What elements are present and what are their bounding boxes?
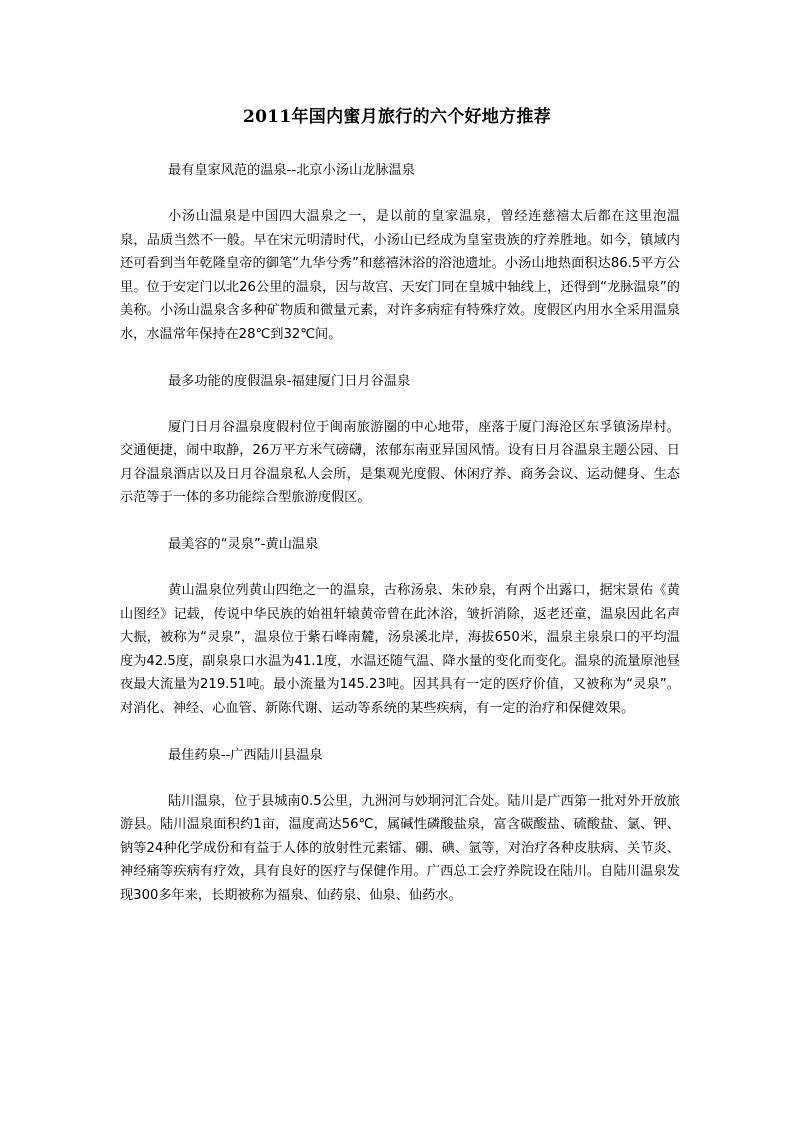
document-body	[120, 159, 680, 930]
section-heading: 最多功能的度假温泉-福建厦门日月谷温泉	[168, 373, 411, 389]
document-title: 2011年国内蜜月旅行的六个好地方推荐	[242, 107, 551, 127]
section-paragraph: 黄山温泉位列黄山四绝之一的温泉，古称汤泉、朱砂泉，有两个出露口，据宋景佑《黄山图经》记载，传说中华民族的始祖轩辕黄帝曾在此沐浴，皱折消除，返老还童，温泉因此名声大振，被称为“灵泉”，温泉位于紫石峰南麓，汤泉溪北岸，海拔650米，温泉主泉泉口的平均温度为42.5度，副泉泉口水温为41.1度，水温还随气温、降水量的变化而变化。温泉的流量原池昼夜最大流量为219.51吨。最小流量为145.23吨。因其具有一定的医疗价值，又被称为“灵泉”。对消化、神经、心血管、新陈代谢、运动等系统的某些疾病，有一定的治疗和保健效果。	[120, 582, 680, 716]
section-huangshan	[120, 533, 680, 721]
section-paragraph: 小汤山温泉是中国四大温泉之一，是以前的皇家温泉，曾经连慈禧太后都在这里泡温泉，品质当然不一般。早在宋元明清时代，小汤山已经成为皇室贵族的疗养胜地。如今，镇域内还可看到当年乾隆皇帝的御笔“九华兮秀”和慈禧沐浴的浴池遗址。小汤山地热面积达86.5平方公里。位于安定门以北26公里的温泉，因与故宫、天安门同在皇城中轴线上，还得到“龙脉温泉”的美称。小汤山温泉含多种矿物质和微量元素，对许多病症有特殊疗效。度假区内用水全采用温泉水，水温常年保持在28℃到32℃间。	[120, 209, 680, 342]
section-heading: 最有皇家风范的温泉--北京小汤山龙脉温泉	[168, 163, 415, 178]
section-luchuan	[120, 744, 680, 908]
section-paragraph: 厦门日月谷温泉度假村位于闽南旅游圈的中心地带，座落于厦门海沧区东孚镇汤岸村。交通便捷，闹中取静，26万平方米气磅礴，浓郁东南亚异国风情。设有日月谷温泉主题公园、日月谷温泉酒店以及日月谷温泉私人会所，是集观光度假、休闲疗养、商务会议、运动健身、生态示范等于一体的多功能综合型旅游度假区。	[120, 419, 680, 506]
section-heading: 最佳药泉--广西陆川县温泉	[168, 747, 323, 763]
section-paragraph: 陆川温泉，位于县城南0.5公里，九洲河与妙垌河汇合处。陆川是广西第一批对外开放旅游县。陆川温泉面积约1亩，温度高达56℃，属碱性磷酸盐泉，富含碳酸盐、硫酸盐、氯、钾、钠等24种化学成份和有益于人体的放射性元素镭、硼、碘、氩等，对治疗各种皮肤病、关节炎、神经痛等疾病有疗效，具有良好的医疗与保健作用。广西总工会疗养院设在陆川。自陆川温泉发现300多年来，长期被称为福泉、仙药泉、仙泉、仙药水。	[120, 793, 680, 903]
section-riyuegu	[120, 370, 680, 510]
section-xiaotangshan	[120, 159, 680, 347]
section-heading: 最美容的“灵泉”-黄山温泉	[168, 536, 319, 552]
